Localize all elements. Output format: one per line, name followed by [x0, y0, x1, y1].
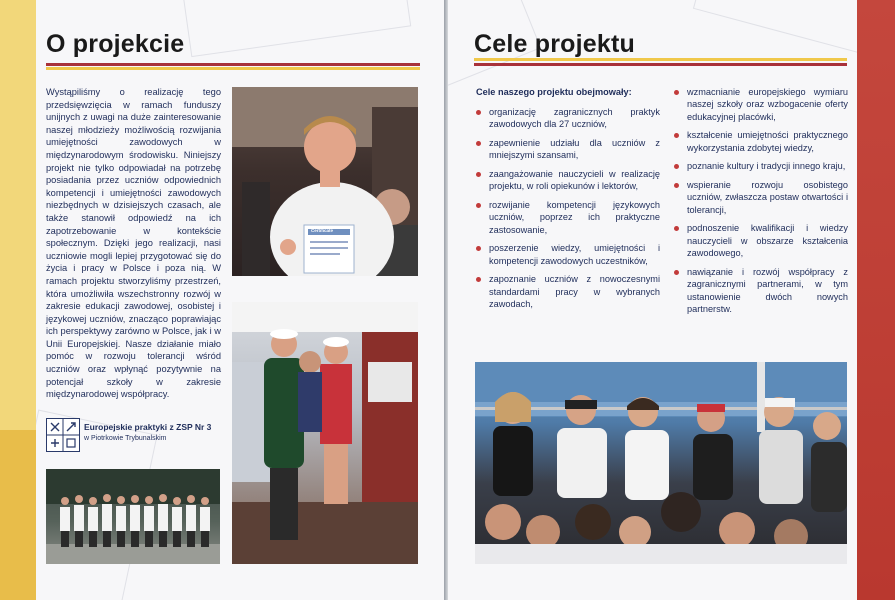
goal-item: kształcenie umiejętności praktycznego wykorzystania zdobytej wiedzy, — [674, 129, 848, 154]
project-logo-icon — [47, 419, 79, 451]
goal-item: podnoszenie kwalifikacji i wiedzy nauczycieli w obszarze kształcenia zawodowego, — [674, 222, 848, 259]
photo-illustration — [46, 469, 220, 564]
title-underline-red — [474, 63, 847, 66]
goal-item: wspieranie rozwoju osobistego uczniów, zwłaszcza postaw otwartości i tolerancji, — [674, 179, 848, 216]
goal-item: rozwijanie kompetencji językowych uczniów, poprzez ich praktyczne zastosowanie, — [476, 199, 660, 236]
decor-lines — [183, 0, 411, 57]
title-underline-yellow — [46, 67, 420, 70]
goal-item: nawiązanie i rozwój współpracy z zagranicznymi partnerami, w tym ustanowienie dwóch nowych partnerstw. — [674, 266, 848, 316]
decor-lines — [693, 0, 857, 53]
goals-intro: Cele naszego projektu obejmowały: — [476, 87, 632, 97]
page-title: Cele projektu — [474, 30, 635, 58]
photo-illustration — [232, 87, 418, 276]
certificate-label: Certificate — [311, 228, 334, 233]
project-logo — [46, 418, 80, 452]
goal-item: zaangażowanie nauczycieli w realizację projektu, w roli opiekunów i lektorów, — [476, 168, 660, 193]
goal-item: zapewnienie udziału dla uczniów z mniejszymi szansami, — [476, 137, 660, 162]
title-underline-red — [46, 63, 420, 66]
photo-illustration — [232, 302, 418, 564]
goals-list-col2 — [674, 86, 848, 322]
goal-item: zapoznanie uczniów z nowoczesnymi standardami pracy w wybranych zawodach, — [476, 273, 660, 310]
logo-subtitle: w Piotrkowie Trybunalskim — [84, 435, 167, 442]
goal-item: poszerzenie wiedzy, umiejętności i kompetencji zawodowych uczestników, — [476, 242, 660, 267]
photo-illustration — [475, 362, 847, 564]
title-underline-yellow — [474, 58, 847, 61]
left-page — [36, 0, 444, 600]
student-with-certificate-photo — [232, 87, 418, 276]
students-on-boat-photo — [475, 362, 847, 564]
group-photo — [46, 469, 220, 564]
goal-item: organizację zagranicznych praktyk zawodowych dla 27 uczniów, — [476, 106, 660, 131]
students-on-ship-deck-photo — [232, 302, 418, 564]
goal-item: poznanie kultury i tradycji innego kraju, — [674, 160, 848, 172]
right-page — [448, 0, 857, 600]
left-edge-band-lower — [0, 430, 36, 600]
project-description: Wystąpiliśmy o realizację tego przedsięwzięcia w ramach funduszy unijnych z uwagi na duże zainteresowanie naszej młodzieży możliwością rozwijania umiejętności zawodowych w międzynarodowym środowisku. Niniejszy projekt nie tylko odpowiadał na potrzebę posiadania przez uczniów odpowiednich kompetencji i umiejętności zawodowych niezbędnych w dzisiejszych czasach, ale także stanowił odpowiedź na ich zapotrzebowanie w kontekście społecznym. Dzięki jego realizacji, nasi uczniowie mogli lepiej przygotować się do życia i pracy w Polsce i poza nią. W ramach projektu stworzyliśmy przestrzeń, która umożliwiła wszechstronny rozwój w zakresie edukacji zawodowej, osobistej i językowej uczniów, znacząco poprawiając ich perspektywy zarówno w Polsce, jak i w Unii Europejskiej. Nasze działanie miało pomóc w rozwoju tolerancji wśród uczniów oraz wpłynąć pozytywnie na potencjał szkoły w zakresie międzynarodowej współpracy. — [46, 87, 221, 400]
logo-title: Europejskie praktyki z ZSP Nr 3 — [84, 422, 212, 432]
goal-item: wzmacnianie europejskiego wymiaru naszej szkoły oraz wzbogacenie oferty edukacyjnej placówki, — [674, 86, 848, 123]
right-edge-band — [857, 0, 895, 600]
goals-list-col1 — [476, 106, 660, 317]
page-title: O projekcie — [46, 30, 185, 58]
